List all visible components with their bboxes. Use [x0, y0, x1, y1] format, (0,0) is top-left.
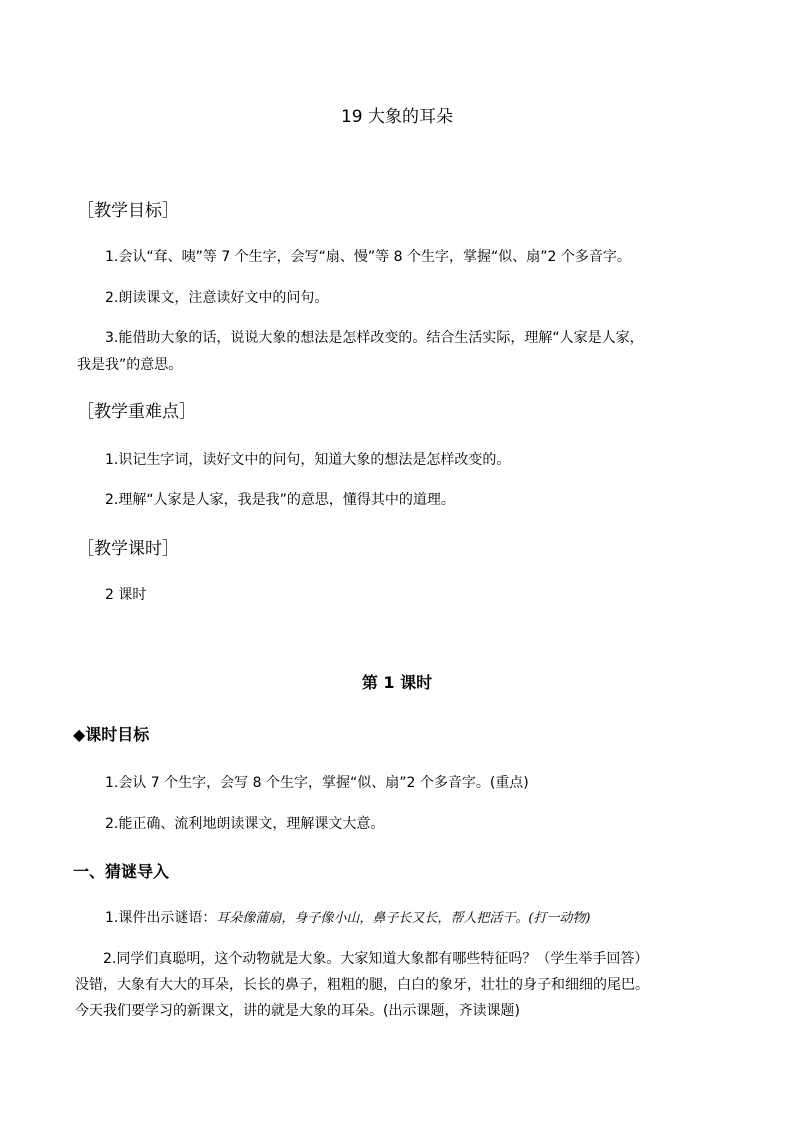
part-1-heading: 一、猜谜导入 — [73, 862, 170, 881]
part-1-item-2-line-1: 2.同学们真聪明，这个动物就是大象。大家知道大象都有哪些特征吗？（学生举手回答） — [103, 951, 649, 967]
objective-item-2: 2.朗读课文，注意读好文中的问句。 — [105, 290, 329, 306]
part-1-item-2-line-2: 没错，大象有大大的耳朵，长长的鼻子，粗粗的腿，白白的象牙，壮壮的身子和细细的尾巴。 — [75, 977, 649, 993]
riddle-prefix: 1.课件出示谜语： — [105, 910, 217, 926]
part-1-item-1 — [77, 905, 737, 932]
riddle-text: 耳朵像蒲扇，身子像小山，鼻子长又长，帮人把活干。(打一动物) — [216, 911, 591, 926]
key-point-item-1: 1.识记生字词，读好文中的问句，知道大象的想法是怎样改变的。 — [105, 452, 511, 468]
document-title: 19 大象的耳朵 — [340, 107, 454, 127]
objective-item-3-continued: 我是我”的意思。 — [77, 357, 183, 373]
lesson-1-title: 第 1 课时 — [361, 673, 433, 692]
key-point-item-2: 2.理解“人家是人家，我是我”的意思，懂得其中的道理。 — [105, 492, 455, 508]
periods-heading: ［教学课时］ — [77, 539, 179, 559]
periods-value: 2 课时 — [105, 587, 147, 603]
part-1-item-2 — [75, 946, 745, 1024]
lesson-goal-item-2: 2.能正确、流利地朗读课文，理解课文大意。 — [105, 816, 385, 832]
objectives-heading: ［教学目标］ — [77, 201, 179, 221]
objective-item-3: 3.能借助大象的话，说说大象的想法是怎样改变的。结合生活实际，理解“人家是人家， — [105, 330, 644, 346]
objective-item-1: 1.会认“耷、咦”等 7 个生字，会写“扇、慢”等 8 个生字，掌握“似、扇”2 个多音字。 — [105, 249, 631, 265]
lesson-goal-item-1: 1.会认 7 个生字，会写 8 个生字，掌握“似、扇”2 个多音字。(重点) — [105, 775, 529, 791]
key-points-heading: ［教学重难点］ — [77, 402, 196, 422]
lesson-goal-heading: ◆课时目标 — [73, 725, 150, 744]
part-1-item-2-line-3: 今天我们要学习的新课文，讲的就是大象的耳朵。(出示课题，齐读课题) — [75, 1003, 520, 1019]
